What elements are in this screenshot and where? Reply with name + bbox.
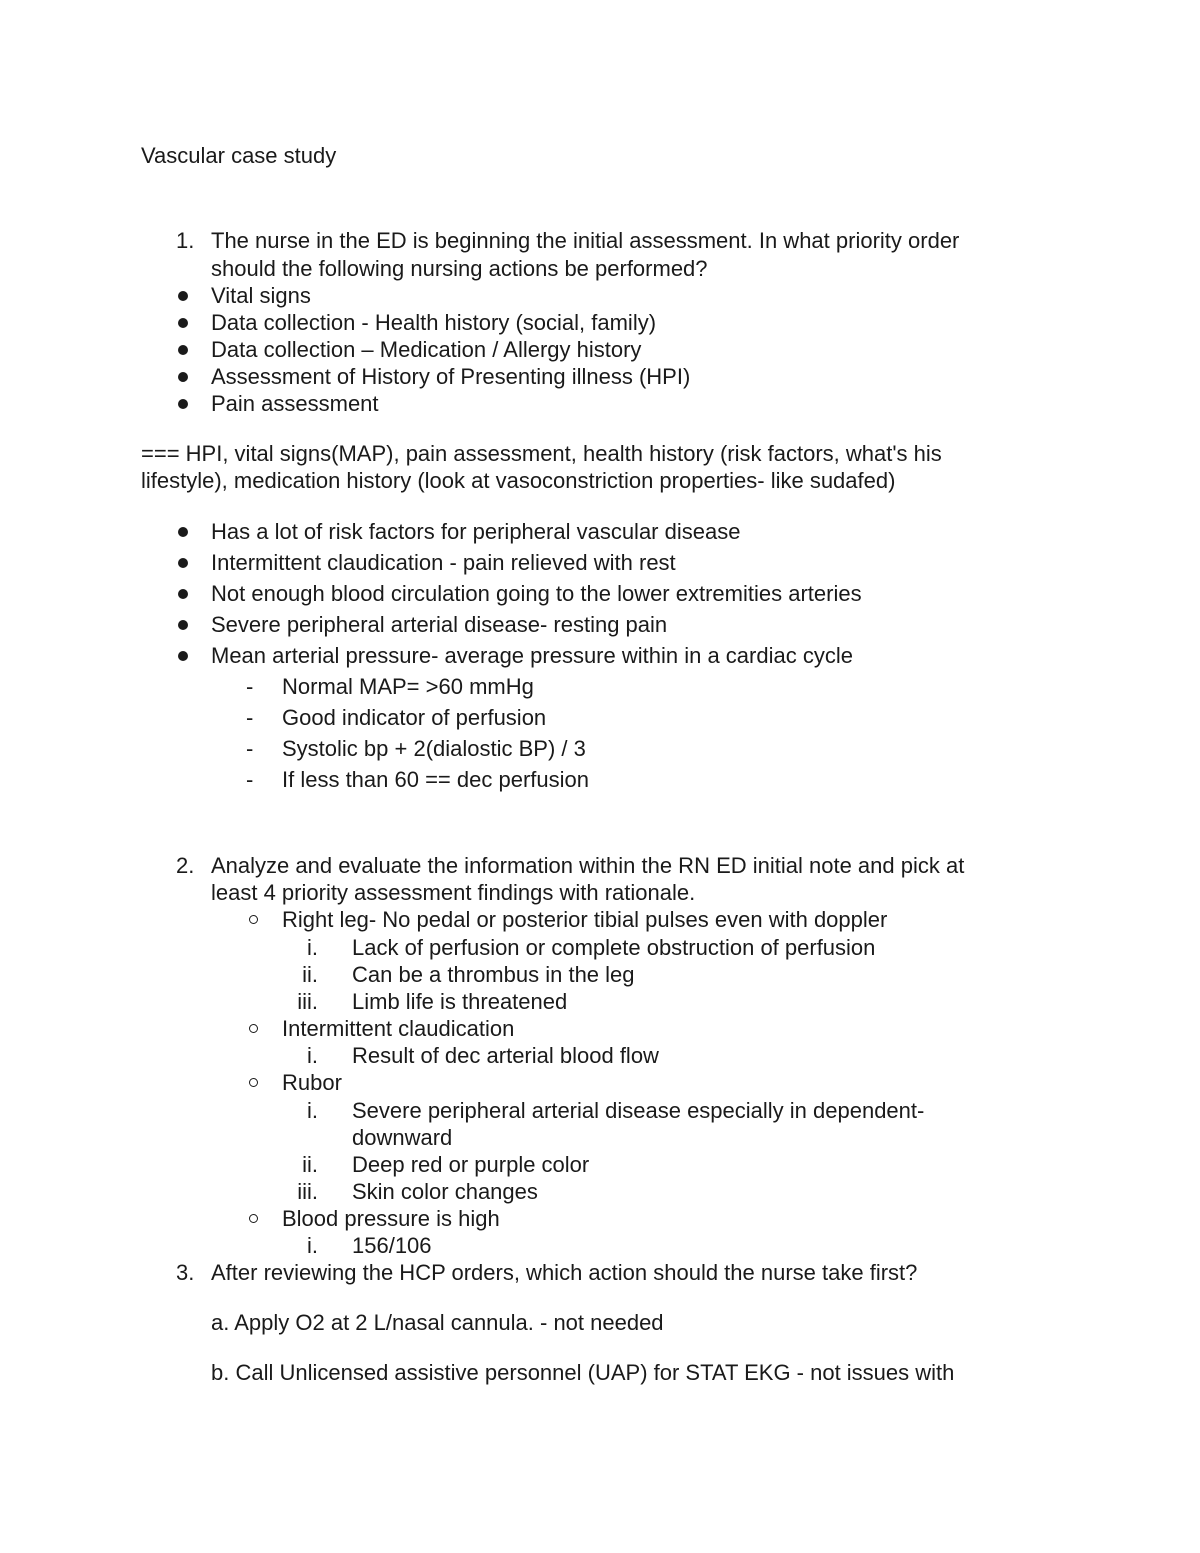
bullet-icon: [178, 399, 188, 409]
circle-bullet-icon: [249, 1078, 258, 1087]
q2-rationale: Severe peripheral arterial disease especially in dependent-: [352, 1098, 925, 1123]
q2-rationale: Lack of perfusion or complete obstruction of perfusion: [352, 935, 876, 960]
q2-number: 2.: [176, 853, 195, 878]
q1-note-item: Severe peripheral arterial disease- resting pain: [211, 612, 668, 637]
circle-bullet-icon: [249, 1024, 258, 1033]
q3-number: 3.: [176, 1260, 195, 1285]
map-note-item: If less than 60 == dec perfusion: [282, 767, 589, 792]
bullet-icon: [178, 345, 188, 355]
q2-rationale: Result of dec arterial blood flow: [352, 1043, 659, 1068]
roman-numeral: i.: [307, 935, 318, 960]
q2-text-line1: Analyze and evaluate the information within the RN ED initial note and pick at: [211, 853, 965, 878]
q2-rationale: Can be a thrombus in the leg: [352, 962, 635, 987]
q1-number: 1.: [176, 228, 195, 253]
q1-action-item: Data collection – Medication / Allergy history: [211, 337, 642, 362]
q1-action-item: Vital signs: [211, 283, 311, 308]
q1-note-item: Mean arterial pressure- average pressure within in a cardiac cycle: [211, 643, 853, 668]
q1-note-item: Not enough blood circulation going to the lower extremities arteries: [211, 581, 862, 606]
circle-bullet-icon: [249, 1214, 258, 1223]
q1-answer-line2: lifestyle), medication history (look at vasoconstriction properties- like sudafed): [141, 468, 896, 493]
dash-marker: -: [246, 674, 254, 699]
roman-numeral: i.: [307, 1233, 318, 1258]
q2-rationale: 156/106: [352, 1233, 432, 1258]
circle-bullet-icon: [249, 915, 258, 924]
q1-text-line2: should the following nursing actions be performed?: [211, 256, 708, 281]
q1-action-item: Pain assessment: [211, 391, 379, 416]
q1-action-item: Data collection - Health history (social, family): [211, 310, 657, 335]
q1-answer-line1: === HPI, vital signs(MAP), pain assessment, health history (risk factors, what's his: [141, 441, 942, 466]
roman-numeral: i.: [307, 1043, 318, 1068]
q1-note-item: Intermittent claudication - pain relieved with rest: [211, 550, 676, 575]
bullet-icon: [178, 651, 188, 661]
q2-text-line2: least 4 priority assessment findings with rationale.: [211, 880, 696, 905]
q2-rationale: Skin color changes: [352, 1179, 538, 1204]
q3-text: After reviewing the HCP orders, which action should the nurse take first?: [211, 1260, 918, 1285]
bullet-icon: [178, 372, 188, 382]
dash-marker: -: [246, 736, 254, 761]
dash-marker: -: [246, 705, 254, 730]
roman-numeral: ii.: [302, 1152, 318, 1177]
bullet-icon: [178, 527, 188, 537]
roman-numeral: iii.: [297, 1179, 318, 1204]
q3-option-a: a. Apply O2 at 2 L/nasal cannula. - not needed: [211, 1310, 664, 1335]
q2-finding: Blood pressure is high: [282, 1206, 500, 1231]
q2-finding: Intermittent claudication: [282, 1016, 515, 1041]
document-title: Vascular case study: [141, 143, 337, 168]
dash-marker: -: [246, 767, 254, 792]
bullet-icon: [178, 589, 188, 599]
q1-text-line1: The nurse in the ED is beginning the initial assessment. In what priority order: [211, 228, 960, 253]
roman-numeral: ii.: [302, 962, 318, 987]
bullet-icon: [178, 318, 188, 328]
bullet-icon: [178, 291, 188, 301]
map-note-item: Normal MAP= >60 mmHg: [282, 674, 534, 699]
map-note-item: Systolic bp + 2(dialostic BP) / 3: [282, 736, 586, 761]
q2-finding: Right leg- No pedal or posterior tibial pulses even with doppler: [282, 907, 888, 932]
q2-rationale: Limb life is threatened: [352, 989, 568, 1014]
bullet-icon: [178, 558, 188, 568]
roman-numeral: i.: [307, 1098, 318, 1123]
map-note-item: Good indicator of perfusion: [282, 705, 547, 730]
roman-numeral: iii.: [297, 989, 318, 1014]
q1-action-item: Assessment of History of Presenting illness (HPI): [211, 364, 691, 389]
q3-option-b: b. Call Unlicensed assistive personnel (UAP) for STAT EKG - not issues with: [211, 1360, 955, 1385]
q1-note-item: Has a lot of risk factors for peripheral vascular disease: [211, 519, 741, 544]
q2-rationale: Deep red or purple color: [352, 1152, 590, 1177]
bullet-icon: [178, 620, 188, 630]
q2-finding: Rubor: [282, 1070, 342, 1095]
q2-rationale-continued: downward: [352, 1125, 453, 1150]
